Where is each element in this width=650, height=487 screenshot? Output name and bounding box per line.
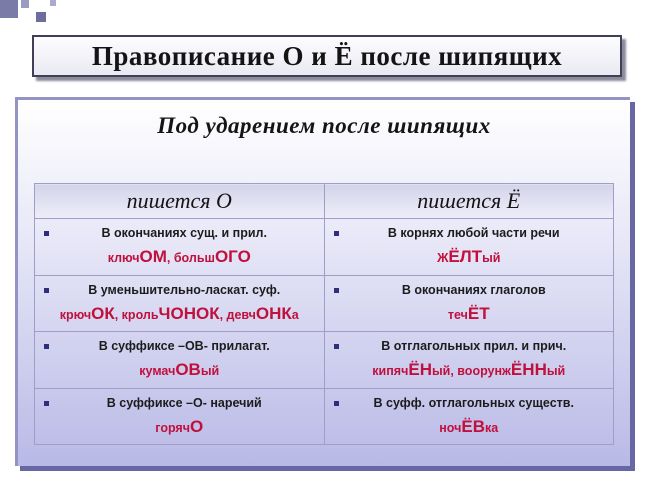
decor-square bbox=[50, 0, 56, 6]
table-row bbox=[35, 219, 614, 276]
example-text bbox=[333, 247, 606, 268]
rule-cell-left bbox=[35, 219, 325, 276]
rule-text: В уменьшительно-ласкат. суф. bbox=[88, 282, 281, 297]
example-part: , кроль bbox=[114, 307, 159, 322]
example-part: кумач bbox=[139, 364, 176, 378]
example-highlight: ЁН bbox=[408, 360, 432, 379]
example-part: а bbox=[291, 307, 299, 322]
example-part: теч bbox=[447, 307, 468, 322]
page-title: Правописание О и Ё после шипящих bbox=[32, 35, 622, 77]
bullet-icon bbox=[44, 344, 49, 349]
example-highlight: ОМ bbox=[139, 247, 167, 266]
bullet-icon bbox=[44, 288, 49, 293]
table-row bbox=[35, 332, 614, 389]
rule-cell-left bbox=[35, 332, 325, 389]
example-text bbox=[43, 247, 316, 268]
example-part: Ж bbox=[437, 251, 449, 265]
bullet-icon bbox=[44, 231, 49, 236]
example-part: ноч bbox=[439, 420, 462, 435]
rule-cell-left bbox=[35, 388, 325, 445]
rule-text: В суффиксе –О- наречий bbox=[106, 395, 262, 410]
rule-cell-right bbox=[324, 219, 614, 276]
rule-text: В отглагольных прил. и прич. bbox=[381, 339, 567, 353]
example-highlight: ОВ bbox=[175, 360, 201, 379]
bullet-icon bbox=[44, 401, 49, 406]
rule-cell-right bbox=[324, 332, 614, 389]
example-part: , девч bbox=[219, 307, 256, 322]
example-text bbox=[333, 304, 606, 325]
rules-table bbox=[34, 183, 614, 445]
example-part: ключ bbox=[107, 251, 140, 265]
bullet-icon bbox=[334, 401, 339, 406]
example-part: крюч bbox=[59, 307, 92, 322]
example-part: ый bbox=[546, 364, 566, 378]
example-text bbox=[43, 360, 316, 381]
decor-square bbox=[36, 12, 46, 22]
content-panel bbox=[15, 97, 630, 466]
example-part: ый bbox=[482, 251, 501, 265]
rule-text: В окончаниях сущ. и прил. bbox=[101, 226, 267, 240]
subtitle: Под ударением после шипящих bbox=[157, 113, 491, 138]
example-highlight: ОНК bbox=[255, 303, 292, 323]
example-part: ый bbox=[200, 364, 220, 378]
column-header-o: пишется О bbox=[35, 184, 325, 219]
rule-text: В корнях любой части речи bbox=[387, 226, 560, 240]
example-text bbox=[43, 417, 316, 438]
example-text bbox=[333, 417, 606, 438]
example-highlight: ЁВ bbox=[461, 416, 486, 436]
bullet-icon bbox=[334, 231, 339, 236]
example-part: горяч bbox=[155, 420, 190, 435]
bullet-icon bbox=[334, 288, 339, 293]
decor-square bbox=[0, 0, 18, 18]
example-highlight: ЁЛТ bbox=[448, 247, 483, 266]
example-part: , больш bbox=[166, 251, 215, 265]
rule-text: В суфф. отглагольных существ. bbox=[373, 395, 574, 410]
table-row bbox=[35, 388, 614, 445]
example-highlight: ЁТ bbox=[467, 303, 490, 323]
rule-cell-right bbox=[324, 388, 614, 445]
example-highlight: О bbox=[189, 416, 204, 436]
example-highlight: ЁНН bbox=[510, 360, 547, 379]
rule-text: В окончаниях глаголов bbox=[401, 282, 546, 297]
example-text bbox=[333, 360, 606, 381]
example-highlight: ОГО bbox=[214, 247, 251, 266]
column-header-yo: пишется Ё bbox=[324, 184, 614, 219]
example-part: ый, воорунж bbox=[431, 364, 511, 378]
example-part: ка bbox=[485, 420, 499, 435]
table-row bbox=[35, 275, 614, 332]
example-part: кипяч bbox=[372, 364, 409, 378]
rule-cell-left bbox=[35, 275, 325, 332]
example-highlight: ЧОНОК bbox=[158, 303, 220, 323]
rule-cell-right bbox=[324, 275, 614, 332]
decor-square bbox=[21, 0, 29, 8]
rule-text: В суффиксе –ОВ- прилагат. bbox=[98, 339, 270, 353]
bullet-icon bbox=[334, 344, 339, 349]
example-text bbox=[43, 304, 316, 325]
example-highlight: ОК bbox=[91, 303, 115, 323]
